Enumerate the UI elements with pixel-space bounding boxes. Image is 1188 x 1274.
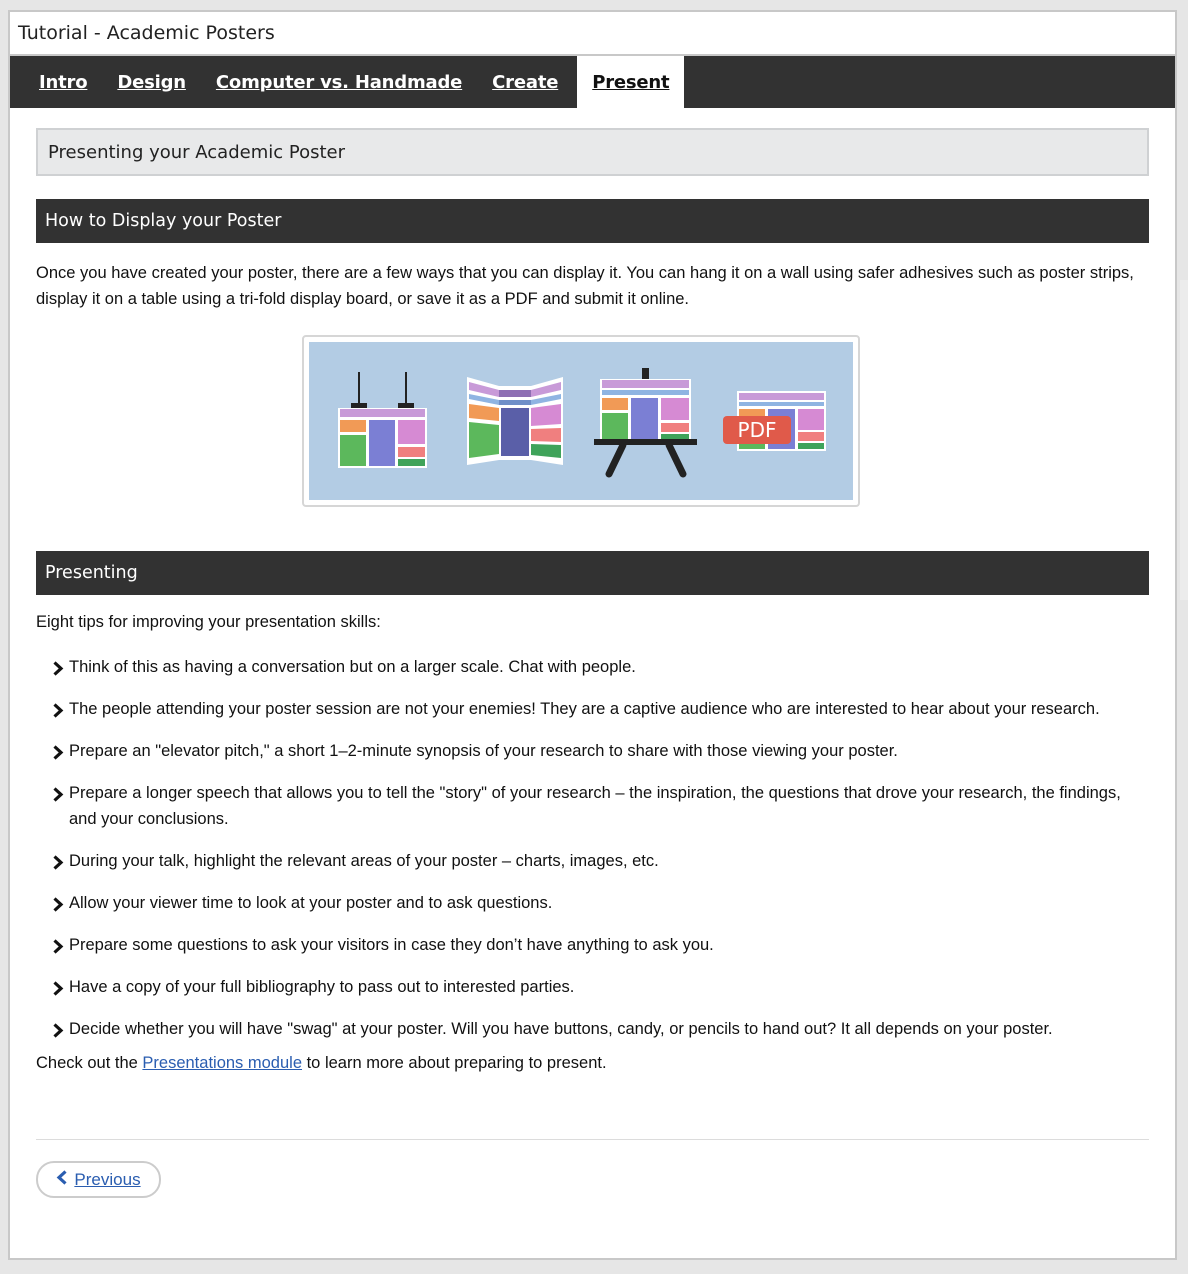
chevron-right-icon: [52, 974, 69, 1000]
tips-intro: Eight tips for improving your presentation skills:: [36, 613, 381, 631]
chevron-right-icon: [52, 654, 69, 680]
section-heading-presenting: Presenting: [36, 551, 1149, 595]
trifold-board-icon: [467, 377, 563, 465]
tip-text: Have a copy of your full bibliography to pass out to interested parties.: [69, 978, 575, 996]
section-heading-display: How to Display your Poster: [36, 199, 1149, 243]
main-content: [10, 108, 1175, 1198]
list-item: [52, 780, 1149, 832]
chevron-right-icon: [52, 848, 69, 874]
chevron-left-icon: [56, 1170, 68, 1190]
list-item: [52, 974, 1149, 1000]
list-item: [52, 1016, 1149, 1042]
list-item: [52, 848, 1149, 874]
tab-nav: [10, 56, 1175, 108]
outro-text-after: to learn more about preparing to present.: [302, 1054, 607, 1072]
tab-computer-vs-handmade[interactable]: Computer vs. Handmade: [215, 71, 463, 93]
poster-display-image: [309, 342, 853, 500]
scrollbar-track[interactable]: [1180, 280, 1188, 600]
pdf-label: PDF: [737, 418, 776, 442]
chevron-right-icon: [52, 890, 69, 916]
tip-text: The people attending your poster session are not your enemies! They are a captive audience who are interested to hear about your research.: [69, 700, 1100, 718]
list-item: [52, 696, 1149, 722]
chevron-right-icon: [52, 738, 69, 764]
tip-text: Prepare a longer speech that allows you to tell the "story" of your research – the inspiration, the questions that drove your research, the findings, and your conclusions.: [69, 784, 1121, 828]
chevron-right-icon: [52, 1016, 69, 1042]
outro-text-before: Check out the: [36, 1054, 143, 1072]
list-item: [52, 932, 1149, 958]
tip-text: Prepare some questions to ask your visitors in case they don’t have anything to ask you.: [69, 936, 714, 954]
tab-intro[interactable]: Intro: [39, 71, 88, 93]
tab-create[interactable]: Create: [492, 71, 559, 93]
list-item: [52, 654, 1149, 680]
chevron-right-icon: [52, 780, 69, 832]
tip-text: During your talk, highlight the relevant areas of your poster – charts, images, etc.: [69, 852, 659, 870]
poster-display-illustration: [302, 335, 860, 507]
tip-text: Prepare an "elevator pitch," a short 1–2-minute synopsis of your research to share with those viewing your poster.: [69, 742, 898, 760]
list-item: [52, 890, 1149, 916]
pdf-poster-icon: [723, 391, 826, 451]
tab-present[interactable]: Present: [577, 56, 684, 108]
presentations-module-link[interactable]: Presentations module: [142, 1054, 303, 1072]
tips-list: [36, 654, 1149, 1042]
tip-text: Allow your viewer time to look at your poster and to ask questions.: [69, 894, 553, 912]
display-paragraph: Once you have created your poster, there are a few ways that you can display it. You can hang it on a wall using safer adhesives such as poster strips, display it on a table using a tri-fold display board, or save it as a PDF and submit it online.: [36, 264, 1134, 308]
tutorial-frame: [8, 10, 1177, 1260]
page-title: Presenting your Academic Poster: [36, 128, 1149, 176]
tip-text: Decide whether you will have "swag" at your poster. Will you have buttons, candy, or pencils to hand out? It all depends on your poster.: [69, 1020, 1053, 1038]
list-item: [52, 738, 1149, 764]
window-title: Tutorial - Academic Posters: [10, 12, 1175, 56]
footer-divider: [36, 1139, 1149, 1140]
chevron-right-icon: [52, 932, 69, 958]
outro-paragraph: [36, 1054, 1149, 1073]
previous-label: Previous: [74, 1169, 141, 1189]
chevron-right-icon: [52, 696, 69, 722]
previous-button[interactable]: [36, 1161, 161, 1198]
tab-design[interactable]: Design: [117, 71, 186, 93]
tip-text: Think of this as having a conversation but on a larger scale. Chat with people.: [69, 658, 636, 676]
